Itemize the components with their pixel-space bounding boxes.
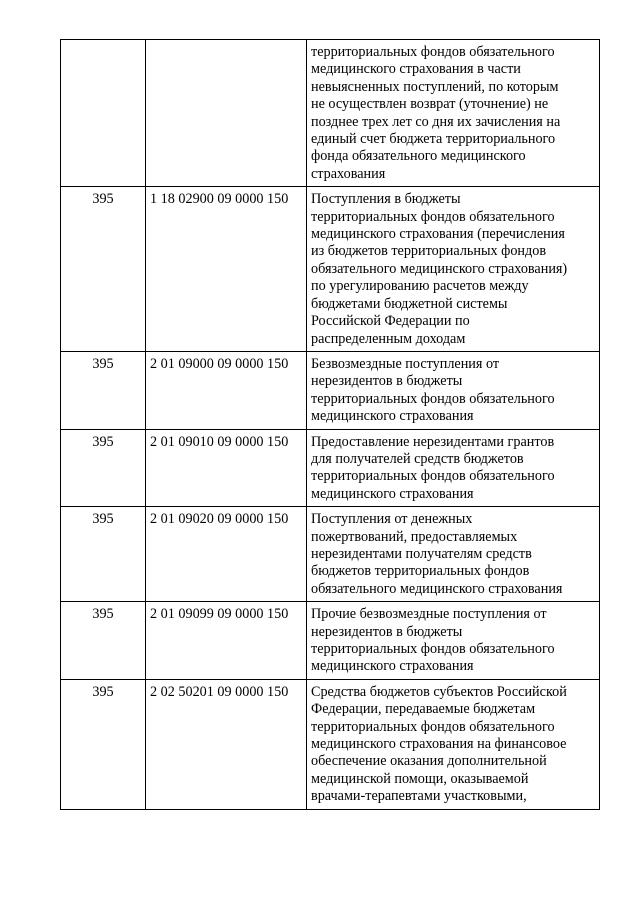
revenue-name-line: позднее трех лет со дня их зачисления на	[311, 113, 561, 130]
revenue-name-line: из бюджетов территориальных фондов	[311, 243, 547, 260]
revenue-name-line: медицинского страхования на финансовое	[311, 736, 567, 753]
revenue-name-line: Прочие безвозмездные поступления от	[311, 606, 547, 623]
revenue-name-cell	[307, 351, 600, 429]
revenue-name-line: пожертвований, предоставляемых	[311, 528, 518, 545]
table-row	[61, 40, 600, 187]
table-body	[61, 40, 600, 810]
revenue-name-line: медицинской помощи, оказываемой	[311, 770, 529, 787]
revenue-name-line: нерезидентами получателям средств	[311, 545, 532, 562]
revenue-name-line: медицинского страхования	[311, 485, 474, 502]
table-row	[61, 429, 600, 507]
revenue-name-cell	[307, 507, 600, 602]
revenue-name-line: фонда обязательного медицинского	[311, 148, 526, 165]
revenue-name-line: Российской Федерации по	[311, 313, 470, 330]
revenue-name-line: Безвозмездные поступления от	[311, 355, 500, 372]
revenue-code-cell: 2 01 09020 09 0000 150	[146, 507, 307, 602]
revenue-name-line: единый счет бюджета территориального	[311, 131, 556, 148]
admin-code-cell: 395	[61, 507, 146, 602]
revenue-name-line: медицинского страхования	[311, 658, 474, 675]
revenue-name-line: Поступления в бюджеты	[311, 191, 461, 208]
revenue-name-line: не осуществлен возврат (уточнение) не	[311, 96, 549, 113]
revenue-name-line: страхования	[311, 165, 386, 182]
revenue-name-line: нерезидентов в бюджеты	[311, 623, 463, 640]
revenue-name-line: по урегулированию расчетов между	[311, 278, 529, 295]
revenue-code-cell: 2 01 09000 09 0000 150	[146, 351, 307, 429]
revenue-code-cell: 1 18 02900 09 0000 150	[146, 187, 307, 352]
revenue-name-line: обязательного медицинского страхования	[311, 580, 563, 597]
revenue-code-cell: 2 01 09099 09 0000 150	[146, 602, 307, 680]
revenue-name-line: медицинского страхования (перечисления	[311, 226, 565, 243]
revenue-name-line: медицинского страхования в части	[311, 61, 521, 78]
admin-code-cell: 395	[61, 187, 146, 352]
revenue-name-cell	[307, 40, 600, 187]
revenue-name-line: территориальных фондов обязательного	[311, 718, 555, 735]
revenue-name-line: врачами-терапевтами участковыми,	[311, 788, 527, 805]
revenue-name-line: территориальных фондов обязательного	[311, 390, 555, 407]
table-row	[61, 187, 600, 352]
revenue-name-cell	[307, 429, 600, 507]
revenue-code-cell: 2 01 09010 09 0000 150	[146, 429, 307, 507]
revenue-name-line: медицинского страхования	[311, 408, 474, 425]
revenue-name-line: обеспечение оказания дополнительной	[311, 753, 547, 770]
revenue-name-line: бюджетов территориальных фондов	[311, 563, 530, 580]
revenue-name-line: Поступления от денежных	[311, 511, 473, 528]
revenue-name-line: территориальных фондов обязательного	[311, 208, 555, 225]
revenue-name-line: обязательного медицинского страхования)	[311, 260, 568, 277]
table-row	[61, 602, 600, 680]
revenue-name-cell	[307, 187, 600, 352]
table-row	[61, 679, 600, 809]
revenue-name-line: Федерации, передаваемые бюджетам	[311, 701, 536, 718]
revenue-name-line: бюджетами бюджетной системы	[311, 295, 508, 312]
revenue-name-line: для получателей средств бюджетов	[311, 450, 524, 467]
table-row	[61, 351, 600, 429]
revenue-name-line: Средства бюджетов субъектов Российской	[311, 683, 567, 700]
revenue-name-cell	[307, 679, 600, 809]
revenue-name-line: невыясненных поступлений, по которым	[311, 78, 559, 95]
revenue-code-cell	[146, 40, 307, 187]
table-row	[61, 507, 600, 602]
revenue-name-cell	[307, 602, 600, 680]
revenue-name-line: Предоставление нерезидентами грантов	[311, 433, 555, 450]
revenue-name-line: территориальных фондов обязательного	[311, 44, 555, 60]
admin-code-cell: 395	[61, 351, 146, 429]
revenue-codes-table	[60, 39, 600, 810]
revenue-name-line: территориальных фондов обязательного	[311, 468, 555, 485]
revenue-name-line: нерезидентов в бюджеты	[311, 373, 463, 390]
admin-code-cell	[61, 40, 146, 187]
admin-code-cell: 395	[61, 679, 146, 809]
revenue-name-line: распределенным доходам	[311, 330, 466, 347]
revenue-name-line: территориальных фондов обязательного	[311, 641, 555, 657]
admin-code-cell: 395	[61, 429, 146, 507]
revenue-code-cell: 2 02 50201 09 0000 150	[146, 679, 307, 809]
admin-code-cell: 395	[61, 602, 146, 680]
